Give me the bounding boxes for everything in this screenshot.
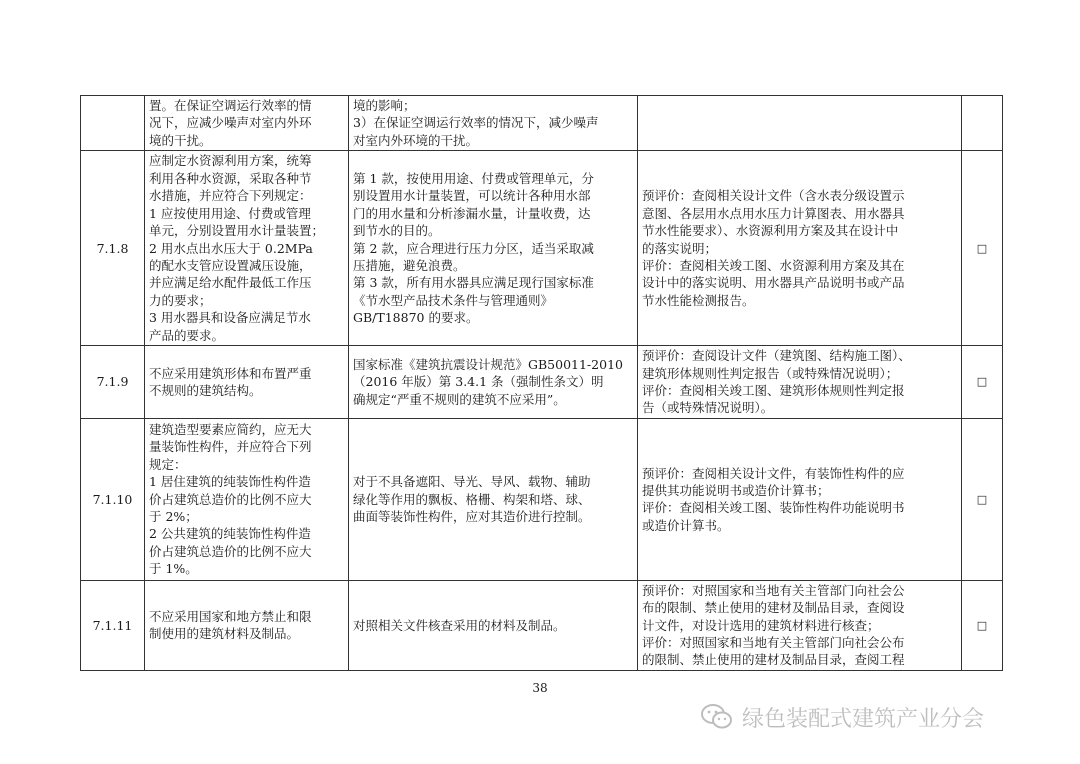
text-line: 不规则的建筑结构。 [149,383,262,399]
text-line: 计文件，对设计选用的建筑材料进行核查； [642,617,880,633]
text-line: 评价：对照国家和当地有关主管部门向社会公布 [642,635,905,651]
evaluation-method-cell [638,96,962,151]
table-row [81,151,1003,346]
text-line: 不应采用建筑形体和布置严重 [149,365,312,381]
table-row [81,96,1003,151]
clause-number: 7.1.10 [81,418,145,580]
text-line: 对于不具备遮阳、导光、导风、载物、辅助 [353,474,591,490]
checkbox[interactable] [962,96,1003,151]
text-line: 预评价：查阅设计文件（建筑图、结构施工图）、 [642,348,911,364]
text-line: 到节水的目的。 [353,223,441,239]
checkbox[interactable]: □ [962,346,1003,419]
text-line: 别设置用水计量装置，可以统计各种用水部 [353,188,591,204]
text-line: 布的限制、禁止使用的建材及制品目录，查阅设 [642,600,905,616]
text-line: 产品的要求。 [149,327,225,343]
text-line: 预评价：查阅相关设计文件（含水表分级设置示 [642,188,905,204]
text-line: 2 公共建筑的纯装饰性构件造 [149,526,311,542]
text-line: 水措施，并应符合下列规定： [149,188,312,204]
clause-number: 7.1.9 [81,346,145,419]
explanation-cell [349,346,638,419]
text-line: 制使用的建筑材料及制品。 [149,626,300,642]
text-line: GB/T18870 的要求。 [353,310,479,326]
text-line: 况下，应减少噪声对室内外环 [149,115,312,131]
text-line: 的配水支管应设置减压设施， [149,257,312,273]
explanation-cell [349,418,638,580]
text-line: 3）在保证空调运行效率的情况下，减少噪声 [353,115,599,131]
page-number: 38 [532,681,548,695]
requirement-cell [145,96,349,151]
checkbox[interactable]: □ [962,418,1003,580]
wechat-icon [700,703,734,731]
text-line: 境的影响； [353,98,416,113]
text-line: 评价：查阅相关竣工图、水资源利用方案及其在 [642,257,905,273]
text-line: 第 1 款，按使用用途、付费或管理单元，分 [353,170,594,186]
text-line: 建筑造型要素应简约，应无大 [149,422,312,438]
evaluation-method-cell [638,151,962,346]
evaluation-table [80,95,1003,671]
requirement-cell [145,151,349,346]
text-line: 设计中的落实说明、用水器具产品说明书或产品 [642,275,905,291]
evaluation-method-cell [638,346,962,419]
text-line: 建筑形体规则性判定报告（或特殊情况说明）； [642,365,899,381]
text-line: 对照相关文件核查采用的材料及制品。 [353,617,566,633]
text-line: 告（或特殊情况说明）。 [642,400,774,416]
text-line: 曲面等装饰性构件，应对其造价进行控制。 [353,509,591,525]
table-row [81,580,1003,670]
text-line: 意图、各层用水点用水压力计算图表、用水器具 [642,205,905,221]
clause-number: 7.1.8 [81,151,145,346]
text-line: 第 3 款，所有用水器具应满足现行国家标准 [353,275,594,291]
text-line: 1 应按使用用途、付费或管理 [149,205,311,221]
text-line: 压措施，避免浪费。 [353,257,466,273]
explanation-cell [349,96,638,151]
text-line: 应制定水资源利用方案，统筹 [149,153,312,169]
text-line: 评价：查阅相关竣工图、建筑形体规则性判定报 [642,383,905,399]
requirement-cell [145,418,349,580]
text-line: 第 2 款，应合理进行压力分区，适当采取减 [353,240,594,256]
watermark [700,700,984,734]
text-line: 价占建筑总造价的比例不应大 [149,491,312,507]
text-line: 单元，分别设置用水计量装置； [149,223,325,239]
text-line: 的限制、禁止使用的建材及制品目录，查阅工程 [642,652,905,668]
checkbox[interactable]: □ [962,580,1003,670]
text-line: 国家标准《建筑抗震设计规范》GB50011-2010 [353,356,623,372]
requirement-cell [145,580,349,670]
text-line: 确规定“严重不规则的建筑不应采用”。 [353,391,566,407]
text-line: 于 2%； [149,509,198,525]
text-line: 评价：查阅相关竣工图、装饰性构件功能说明书 [642,500,905,516]
text-line: 绿化等作用的飘板、格栅、构架和塔、球、 [353,491,591,507]
text-line: 《节水型产品技术条件与管理通则》 [353,292,554,308]
clause-number: 7.1.11 [81,580,145,670]
text-line: 或造价计算书。 [642,517,730,533]
clause-number [81,96,145,151]
text-line: 不应采用国家和地方禁止和限 [149,608,312,624]
text-line: 的落实说明； [642,240,718,256]
text-line: 预评价：对照国家和当地有关主管部门向社会公 [642,582,905,598]
text-line: 力的要求； [149,292,212,308]
explanation-cell [349,580,638,670]
evaluation-method-cell [638,580,962,670]
text-line: 于 1%。 [149,561,198,577]
text-line: 2 用水点出水压大于 0.2MPa [149,240,313,256]
text-line: 节水性能检测报告。 [642,292,755,308]
text-line: 置。在保证空调运行效率的情 [149,98,312,113]
text-line: 预评价：查阅相关设计文件，有装饰性构件的应 [642,465,905,481]
text-line: 价占建筑总造价的比例不应大 [149,543,312,559]
evaluation-method-cell [638,418,962,580]
text-line: 门的用水量和分析渗漏水量，计量收费，达 [353,205,591,221]
text-line: 并应满足给水配件最低工作压 [149,275,312,291]
text-line: 境的干扰。 [149,132,212,148]
requirement-cell [145,346,349,419]
text-line: 3 用水器具和设备应满足节水 [149,310,311,326]
text-line: 提供其功能说明书或造价计算书； [642,482,830,498]
table-row [81,418,1003,580]
text-line: 对室内外环境的干扰。 [353,132,479,148]
text-line: 1 居住建筑的纯装饰性构件造 [149,474,311,490]
explanation-cell [349,151,638,346]
checkbox[interactable]: □ [962,151,1003,346]
text-line: 节水性能要求）、水资源利用方案及其在设计中 [642,223,899,239]
text-line: 利用各种水资源，采取各种节 [149,170,312,186]
text-line: 量装饰性构件，并应符合下列 [149,439,312,455]
watermark-text: 绿色装配式建筑产业分会 [742,706,985,732]
text-line: （2016 年版）第 3.4.1 条（强制性条文）明 [353,374,604,390]
text-line: 规定： [149,456,187,472]
table-row [81,346,1003,419]
